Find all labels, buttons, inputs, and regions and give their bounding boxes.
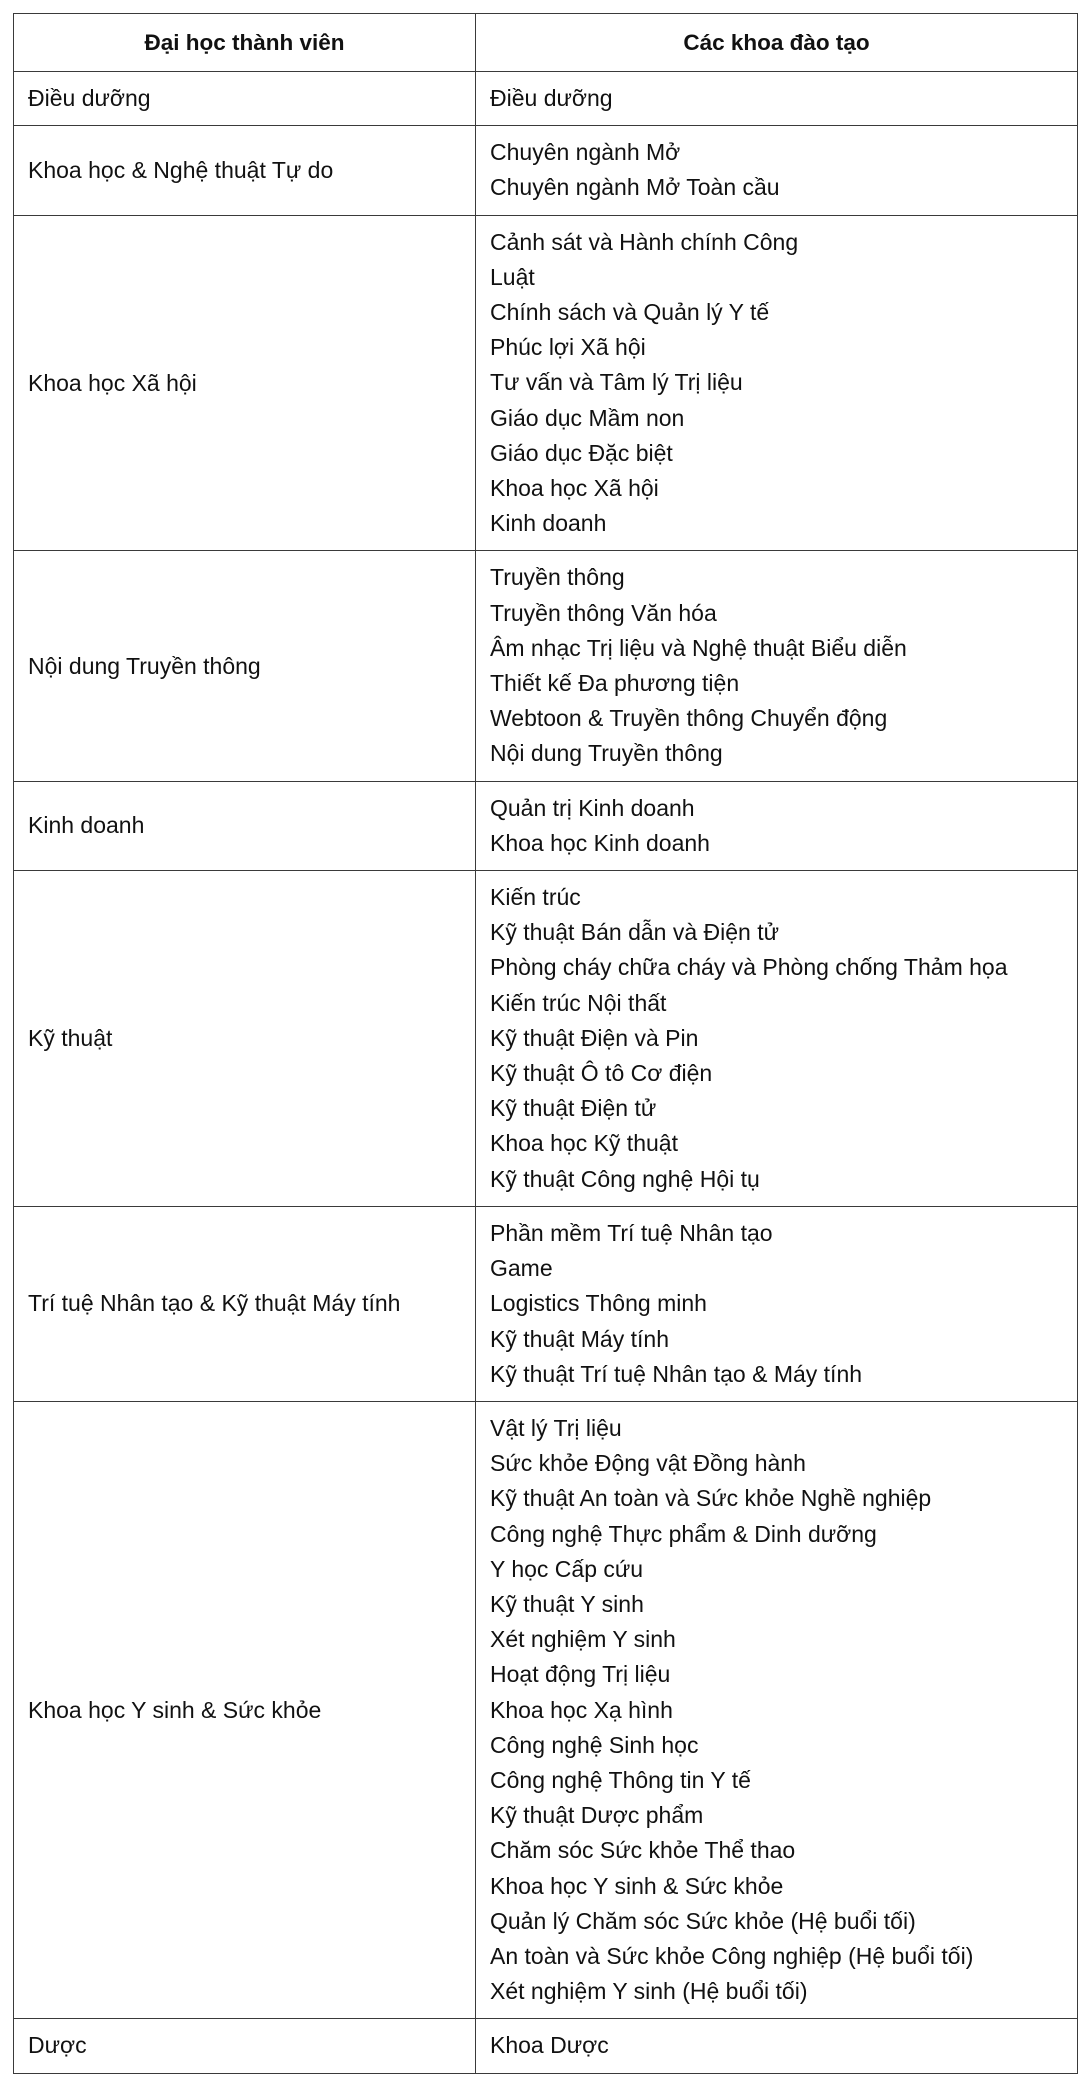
colleges-table-container — [13, 13, 1077, 2074]
faculty-item: Webtoon & Truyền thông Chuyển động — [490, 705, 888, 732]
column-header-college: Đại học thành viên — [14, 14, 476, 72]
faculty-item: Kiến trúc Nội thất — [490, 989, 667, 1016]
faculty-item: Nội dung Truyền thông — [490, 740, 723, 767]
faculty-item: Xét nghiệm Y sinh — [490, 1626, 676, 1653]
table-row — [14, 2019, 1078, 2073]
faculty-item: Quản trị Kinh doanh — [490, 794, 695, 821]
table-row — [14, 781, 1078, 870]
faculty-item: Quản lý Chăm sóc Sức khỏe (Hệ buổi tối) — [490, 1907, 916, 1934]
faculty-item: Khoa học Xạ hình — [490, 1696, 673, 1723]
faculty-item: Tư vấn và Tâm lý Trị liệu — [490, 369, 743, 396]
faculty-item: Phúc lợi Xã hội — [490, 334, 646, 361]
table-row — [14, 126, 1078, 215]
faculty-item: Giáo dục Mầm non — [490, 404, 685, 431]
faculty-item: Game — [490, 1255, 553, 1282]
faculties-cell — [476, 551, 1078, 781]
faculty-item: Khoa học Xã hội — [490, 475, 659, 502]
faculties-cell — [476, 871, 1078, 1207]
column-header-faculties: Các khoa đào tạo — [476, 14, 1078, 72]
faculty-item: Kỹ thuật Dược phẩm — [490, 1802, 704, 1829]
college-cell: Khoa học Y sinh & Sức khỏe — [14, 1401, 476, 2018]
faculty-item: Hoạt động Trị liệu — [490, 1661, 671, 1688]
faculty-item: Âm nhạc Trị liệu và Nghệ thuật Biểu diễn — [490, 634, 907, 661]
college-cell: Dược — [14, 2019, 476, 2073]
faculty-item: Khoa học Kỹ thuật — [490, 1130, 678, 1157]
faculty-item: Công nghệ Thông tin Y tế — [490, 1766, 751, 1793]
table-row — [14, 1401, 1078, 2018]
faculty-item: Sức khỏe Động vật Đồng hành — [490, 1450, 806, 1477]
faculty-item: Xét nghiệm Y sinh (Hệ buổi tối) — [490, 1978, 808, 2005]
faculty-item: Khoa học Kinh doanh — [490, 829, 710, 856]
college-cell: Nội dung Truyền thông — [14, 551, 476, 781]
faculty-item: Phòng cháy chữa cháy và Phòng chống Thảm họa — [490, 954, 1008, 981]
table-row — [14, 72, 1078, 126]
faculty-item: Kỹ thuật Y sinh — [490, 1590, 644, 1617]
faculty-item: Chuyên ngành Mở — [490, 139, 681, 166]
faculty-item: Truyền thông — [490, 564, 625, 591]
faculty-item: Luật — [490, 263, 535, 290]
faculty-item: Kỹ thuật An toàn và Sức khỏe Nghề nghiệp — [490, 1485, 932, 1512]
faculties-cell — [476, 215, 1078, 551]
faculty-item: Kỹ thuật Điện tử — [490, 1095, 657, 1122]
faculty-item: Vật lý Trị liệu — [490, 1414, 622, 1441]
faculty-item: Khoa học Y sinh & Sức khỏe — [490, 1872, 784, 1899]
faculty-item: Kinh doanh — [490, 510, 607, 537]
faculties-cell — [476, 781, 1078, 870]
college-cell: Khoa học & Nghệ thuật Tự do — [14, 126, 476, 215]
college-cell: Kỹ thuật — [14, 871, 476, 1207]
table-body — [14, 72, 1078, 2074]
table-row — [14, 215, 1078, 551]
faculty-item: Giáo dục Đặc biệt — [490, 439, 673, 466]
faculty-item: Phần mềm Trí tuệ Nhân tạo — [490, 1219, 773, 1246]
faculty-item: Logistics Thông minh — [490, 1290, 707, 1317]
faculty-item: Chuyên ngành Mở Toàn cầu — [490, 174, 780, 201]
faculty-item: Y học Cấp cứu — [490, 1555, 644, 1582]
faculty-item: Kiến trúc — [490, 884, 581, 911]
college-cell: Điều dưỡng — [14, 72, 476, 126]
faculty-item: Chính sách và Quản lý Y tế — [490, 299, 770, 326]
faculties-cell — [476, 72, 1078, 126]
faculties-cell — [476, 1206, 1078, 1401]
faculties-cell — [476, 126, 1078, 215]
faculty-item: Công nghệ Thực phẩm & Dinh dưỡng — [490, 1520, 877, 1547]
faculty-item: An toàn và Sức khỏe Công nghiệp (Hệ buổi tối) — [490, 1942, 974, 1969]
faculty-item: Công nghệ Sinh học — [490, 1731, 699, 1758]
table-header-row — [14, 14, 1078, 72]
faculty-item: Cảnh sát và Hành chính Công — [490, 228, 799, 255]
faculties-cell — [476, 1401, 1078, 2018]
college-cell: Trí tuệ Nhân tạo & Kỹ thuật Máy tính — [14, 1206, 476, 1401]
faculty-item: Kỹ thuật Ô tô Cơ điện — [490, 1060, 713, 1087]
college-cell: Kinh doanh — [14, 781, 476, 870]
faculty-item: Chăm sóc Sức khỏe Thể thao — [490, 1837, 796, 1864]
colleges-table — [13, 13, 1078, 2074]
faculty-item: Thiết kế Đa phương tiện — [490, 670, 740, 697]
table-row — [14, 1206, 1078, 1401]
faculty-item: Kỹ thuật Điện và Pin — [490, 1024, 699, 1051]
faculty-item: Truyền thông Văn hóa — [490, 599, 717, 626]
faculty-item: Kỹ thuật Công nghệ Hội tụ — [490, 1165, 760, 1192]
faculties-cell — [476, 2019, 1078, 2073]
college-cell: Khoa học Xã hội — [14, 215, 476, 551]
faculty-item: Khoa Dược — [490, 2032, 609, 2059]
faculty-item: Kỹ thuật Máy tính — [490, 1325, 669, 1352]
faculty-item: Kỹ thuật Bán dẫn và Điện tử — [490, 919, 780, 946]
table-row — [14, 871, 1078, 1207]
table-row — [14, 551, 1078, 781]
faculty-item: Điều dưỡng — [490, 85, 613, 111]
faculty-item: Kỹ thuật Trí tuệ Nhân tạo & Máy tính — [490, 1360, 863, 1387]
